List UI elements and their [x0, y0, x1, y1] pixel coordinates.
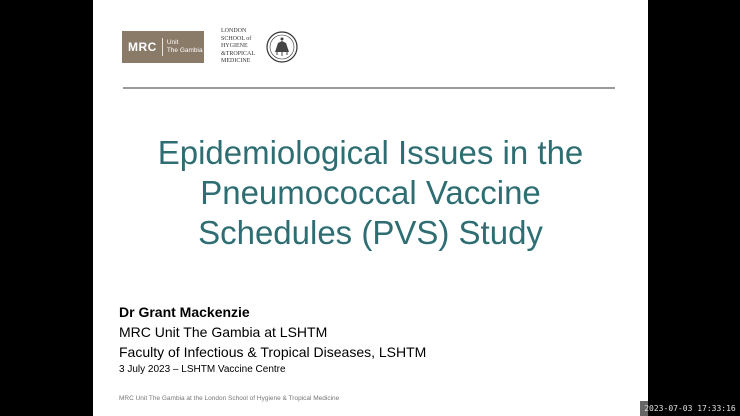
- lshtm-line-3: HYGIENE: [221, 43, 248, 50]
- presenter-name: Dr Grant Mackenzie: [119, 304, 250, 320]
- title-line-3: Schedules (PVS) Study: [198, 214, 543, 252]
- lshtm-line-4: &TROPICAL: [221, 50, 256, 57]
- header-divider: [123, 87, 615, 89]
- mrc-unit-gambia-logo: [122, 31, 204, 63]
- presenter-block: [119, 302, 426, 378]
- title-line-1: Epidemiological Issues in the: [157, 134, 584, 172]
- lshtm-crest-icon: [265, 30, 299, 64]
- presenter-affiliation-1: MRC Unit The Gambia at LSHTM: [119, 324, 328, 340]
- presenter-affiliation-2: Faculty of Infectious & Tropical Diseases, LSHTM: [119, 344, 427, 360]
- mrc-logo-text: MRC: [122, 38, 163, 56]
- lshtm-logo: [221, 28, 301, 66]
- presentation-slide: [93, 0, 648, 416]
- video-timestamp: 2023-07-03 17:33:16: [640, 401, 740, 416]
- mrc-logo-sub-line2: The Gambia: [166, 47, 203, 54]
- lshtm-line-5: MEDICINE: [221, 58, 251, 65]
- mrc-logo-sub-line1: Unit: [166, 39, 179, 46]
- lshtm-line-2: SCHOOL of: [221, 35, 252, 42]
- slide-title: [113, 133, 628, 253]
- lshtm-logo-text: [221, 28, 263, 66]
- presentation-date: 3 July 2023 – LSHTM Vaccine Centre: [119, 364, 286, 375]
- title-line-2: Pneumococcal Vaccine: [200, 174, 541, 212]
- slide-footer: MRC Unit The Gambia at the London School of Hygiene & Tropical Medicine: [119, 395, 340, 402]
- lshtm-line-1: LONDON: [221, 28, 247, 35]
- mrc-logo-subtext: [163, 39, 203, 55]
